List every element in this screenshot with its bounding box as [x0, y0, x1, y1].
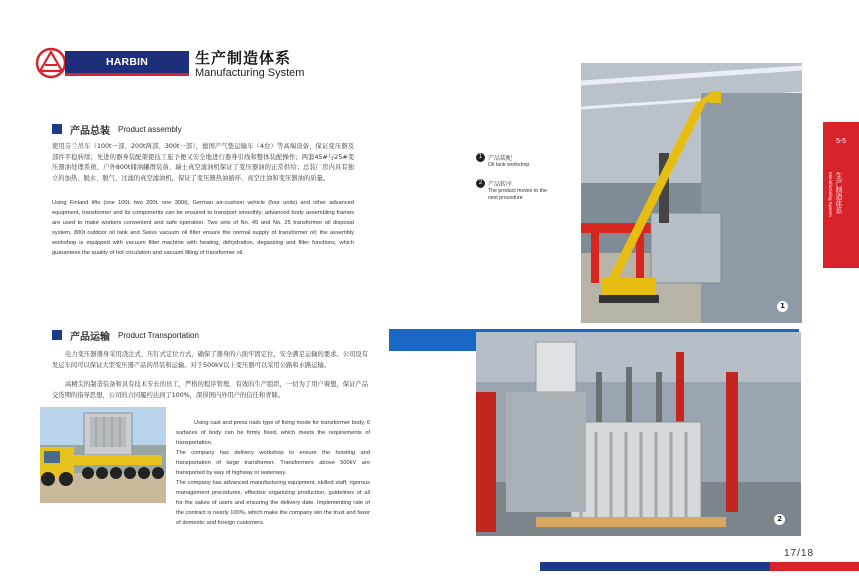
section-title-en: Product assembly — [118, 124, 182, 134]
section-title-transport — [52, 328, 199, 342]
footer-bar-blue — [540, 562, 770, 571]
section-title-cn: 产品总装 — [70, 125, 110, 137]
caption-1 — [476, 153, 566, 177]
page-title-cn: 生产制造体系 — [195, 49, 292, 67]
assembly-workshop-photo — [581, 63, 802, 323]
page-title-en: Manufacturing System — [195, 67, 305, 79]
truck-transport-photo — [40, 407, 166, 503]
transport-text-cn-1: 电力变压器器身采用浇注式、压钉式定位方式，确保了器身的六面牢固定位，安全满足运输的要求。公司设有发运车间可以保证大型变压器产品的吊装和运输。对于500kV以上变压器可以采用公路和水路运输。 — [52, 351, 368, 369]
caption-cn: 产品装配 — [488, 156, 513, 162]
section-square-icon — [52, 330, 62, 340]
page-number: 17/18 — [784, 548, 815, 559]
section-square-icon — [52, 124, 62, 134]
side-tab-number: 5-5 — [835, 138, 847, 145]
caption-en: Oil tank workshop — [488, 162, 530, 168]
logo-underline — [65, 73, 189, 76]
caption-en: The product moves to the next procedure — [488, 188, 547, 201]
logo-wordmark: HARBIN TRANSFORMER — [65, 51, 189, 73]
footer-bar-red — [770, 562, 859, 571]
caption-number: 2 — [476, 179, 485, 188]
photo-badge-2: 2 — [774, 514, 785, 525]
company-logo-icon — [35, 47, 67, 79]
assembly-text-cn: 使用芬兰吊车（100t一部、200t两部、300t一部），德国产气垫运输车（4台）等高端设备，保证变压器及部件平稳转续；先进的器身装配架使技工旅予便又安全地进行器身引线和整体装配操作；两套45#与25#变压器油处理系统、户外800t储油罐群装备、瑞士真空滤油机保证了变压器油的正常供给；总装厂房内具有独立的加热、脱水、脱气、过滤的真空滤油机，保证了变压器热油循环、真空注油和变压器油的质量。 — [52, 143, 354, 182]
transport-text-cn-2: 高精尖的制造装备和具有技术专长的员工，严格的程序管理，有效的生产组织，一切为了用户着想，保证产品交货期的指导思想，公司的合同履约达到了100%，深得国内外用户的信任和青睐。 — [52, 381, 368, 399]
side-tab-title-cn: 生产制造体系 — [835, 172, 843, 214]
caption-cn: 产品转序 — [488, 182, 513, 188]
section-title-en: Product Transportation — [118, 330, 199, 340]
caption-number: 1 — [476, 153, 485, 162]
section-title-assembly — [52, 122, 182, 136]
side-tab-title-en: Manufacturing System — [828, 172, 833, 217]
transport-text-en: Using cast and press nails type of fixing mode for transformer body, 6 surfaces of body can be firmly fixed, which meets the requirements of transportation. The company has delivery workshop to ensure the hoisting and transportation of large transformer. Transformers above 500kV are transported by way of highway or waterway. The company has advanced manufacturing equipment, skilled staff, rigorous management procedures, effective organizing production, guidelines of all for the sakes of users and ensuring the delivery date. Implementing rate of the contract is nearly 100%, which make the company win the trust and favor of domestic and foreign customers. — [176, 420, 370, 526]
caption-2 — [476, 179, 566, 209]
section-side-tab — [823, 122, 859, 268]
page-header — [35, 43, 305, 90]
assembly-text-en: Using Finland lifts (one 100t, two 200t, one 300t), German air-cushion vehicle (four units) and other advanced equipment, transformer and its components can be ensured to transport smoothly; advanced body assembling frames are used to make workers convenient and safe operation. Two sets of No. 45 and No. 25 transformer oil disposal system, 800t outdoor oil tank and Swiss vacuum oil filter ensure the normal supply of transformer oil; the assembly workshop is equipped with vacuum filter machine with heating, dehydration, degassing and filter functions, which guarantees the quality of hot circulation and vacuum filling of transformer oil. — [52, 200, 354, 256]
section-title-cn: 产品运输 — [70, 331, 110, 343]
photo-badge-1: 1 — [777, 301, 788, 312]
transformer-photo — [476, 332, 801, 536]
